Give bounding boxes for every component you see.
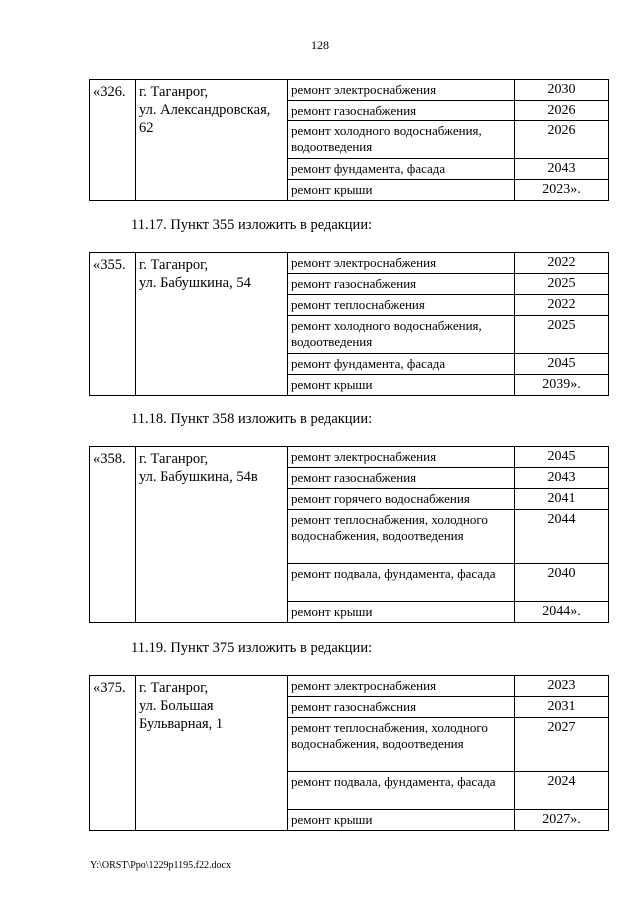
work-cell: ремонт холодного водоснабжения, водоотведения: [288, 316, 515, 354]
year-cell: 2026: [515, 121, 609, 159]
work-cell: ремонт крыши: [288, 810, 515, 831]
work-cell: ремонт газоснабжения: [288, 468, 515, 489]
work-cell: ремонт теплоснабжения, холодного водоснабжения, водоотведения: [288, 510, 515, 564]
work-cell: ремонт газоснабжения: [288, 274, 515, 295]
year-cell: 2043: [515, 468, 609, 489]
year-cell: 2044».: [515, 602, 609, 623]
year-cell: 2043: [515, 159, 609, 180]
section-heading: 11.19. Пункт 375 изложить в редакции:: [131, 640, 373, 656]
page-number: 128: [311, 38, 329, 52]
work-cell: ремонт подвала, фундамента, фасада: [288, 772, 515, 810]
document-path-footer: Y:\ORST\Ppo\1229p1195.f22.docx: [90, 860, 231, 871]
year-cell: 2031: [515, 697, 609, 718]
address-line: г. Таганрог,: [139, 680, 209, 696]
year-cell: 2041: [515, 489, 609, 510]
table-row: [90, 80, 609, 101]
work-cell: ремонт фундамента, фасада: [288, 354, 515, 375]
section-heading: 11.17. Пункт 355 изложить в редакции:: [131, 217, 373, 233]
work-cell: ремонт электроснабжения: [288, 447, 515, 468]
year-cell: 2025: [515, 274, 609, 295]
address-line: Бульварная, 1: [139, 716, 224, 732]
table-row: [90, 676, 609, 697]
address-cell: [136, 447, 288, 623]
year-cell: 2026: [515, 101, 609, 121]
address-line: ул. Большая: [139, 698, 214, 714]
year-cell: 2039».: [515, 375, 609, 396]
address-line: г. Таганрог,: [139, 84, 209, 100]
work-cell: ремонт теплоснабжения: [288, 295, 515, 316]
work-cell: ремонт крыши: [288, 602, 515, 623]
address-line: ул. Александровская,: [139, 102, 271, 118]
item-number: «375.: [90, 676, 136, 831]
table-row: [90, 447, 609, 468]
year-cell: 2022: [515, 295, 609, 316]
address-cell: [136, 80, 288, 201]
year-cell: 2027».: [515, 810, 609, 831]
work-cell: ремонт газоснабжения: [288, 101, 515, 121]
item-number: «355.: [90, 253, 136, 396]
year-cell: 2023».: [515, 180, 609, 201]
table-row: [90, 253, 609, 274]
work-cell: ремонт подвала, фундамента, фасада: [288, 564, 515, 602]
address-line: г. Таганрог,: [139, 257, 209, 273]
item-number: «358.: [90, 447, 136, 623]
work-cell: ремонт холодного водоснабжения, водоотведения: [288, 121, 515, 159]
table-item-375: [89, 675, 609, 831]
address-line: 62: [139, 120, 154, 136]
section-heading: 11.18. Пункт 358 изложить в редакции:: [131, 411, 373, 427]
table-item-355: [89, 252, 609, 396]
work-cell: ремонт горячего водоснабжения: [288, 489, 515, 510]
address-cell: [136, 676, 288, 831]
work-cell: ремонт крыши: [288, 180, 515, 201]
work-cell: ремонт электроснабжения: [288, 253, 515, 274]
address-line: ул. Бабушкина, 54в: [139, 469, 258, 485]
year-cell: 2044: [515, 510, 609, 564]
year-cell: 2045: [515, 447, 609, 468]
work-cell: ремонт электроснабжения: [288, 676, 515, 697]
year-cell: 2027: [515, 718, 609, 772]
work-cell: ремонт фундамента, фасада: [288, 159, 515, 180]
address-line: ул. Бабушкина, 54: [139, 275, 251, 291]
year-cell: 2045: [515, 354, 609, 375]
year-cell: 2025: [515, 316, 609, 354]
year-cell: 2030: [515, 80, 609, 101]
work-cell: ремонт теплоснабжения, холодного водоснабжения, водоотведения: [288, 718, 515, 772]
work-cell: ремонт крыши: [288, 375, 515, 396]
table-item-358: [89, 446, 609, 623]
year-cell: 2040: [515, 564, 609, 602]
year-cell: 2022: [515, 253, 609, 274]
work-cell: ремонт газоснабжсния: [288, 697, 515, 718]
work-cell: ремонт электроснабжения: [288, 80, 515, 101]
year-cell: 2024: [515, 772, 609, 810]
address-line: г. Таганрог,: [139, 451, 209, 467]
year-cell: 2023: [515, 676, 609, 697]
table-item-326: [89, 79, 609, 201]
item-number: «326.: [90, 80, 136, 201]
address-cell: [136, 253, 288, 396]
